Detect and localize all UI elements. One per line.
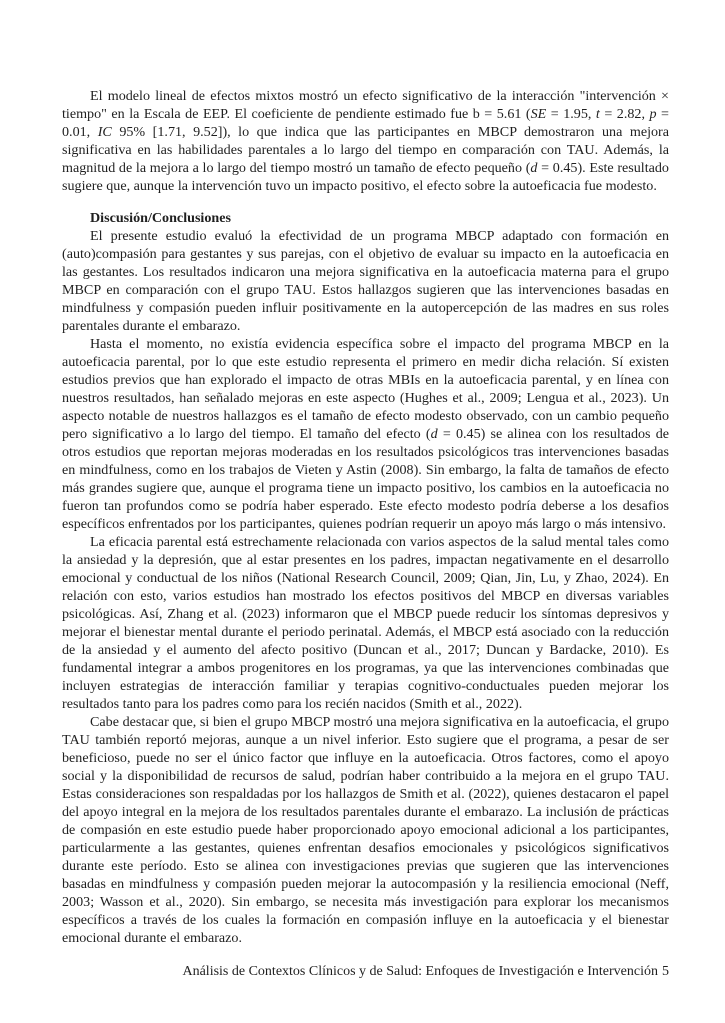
text-run: Hasta el momento, no existía evidencia específica sobre el impacto del programa MBCP en la autoeficacia parental, por lo que este estudio representa el primero en medir dicha relación. Sí existen estudios previos que han explorado el impacto de otras MBIs en la autoeficacia parental, y en línea con nuestros resultados, han señalado mejoras en este aspecto (Hughes et al., 2009; Lengua et al., 2023). Un aspecto notable de nuestros hallazgos es el tamaño de efecto modesto observado, con un cambio pequeño pero significativo a lo largo del tiempo. El tamaño del efecto ( [62,336,669,442]
italic-text-run: p [649,106,657,122]
italic-text-run: d [530,160,538,176]
italic-text-run: IC [97,124,112,140]
footer-running-title: Análisis de Contextos Clínicos y de Salud: Enfoques de Investigación e Intervención [182,964,658,979]
paragraph-parental-efficacy [62,533,669,713]
paragraph-discussion-overview [62,227,669,335]
paragraph-effect-size [62,335,669,533]
text-run: = 0.01, [62,106,669,140]
page-footer [62,963,669,981]
text-run: 95% [1.71, 9.52]), lo que indica que las participantes en MBCP demostraron una mejora significativa en las habilidades parentales a lo largo del tiempo en comparación con TAU. Además, la magnitud de la mejora a lo largo del tiempo mostró un tamaño de efecto pequeño ( [62,124,669,176]
section-heading-discussion-conclusions: Discusión/Conclusiones [90,210,231,226]
text-run: El presente estudio evaluó la efectividad de un programa MBCP adaptado con formación en (auto)compasión para gestantes y sus parejas, con el objetivo de evaluar su impacto en la autoeficacia en las gestantes. Los resultados indicaron una mejora significativa en la autoeficacia materna para el grupo MBCP en comparación con el grupo TAU. Estos hallazgos sugieren que las intervenciones basadas en mindfulness y compasión pueden influir positivamente en la autopercepción de las madres en sus roles parentales durante el embarazo. [62,228,669,334]
text-run: La eficacia parental está estrechamente relacionada con varios aspectos de la salud mental tales como la ansiedad y la depresión, que al estar presentes en los padres, impactan negativamente en el desarrollo emocional y conductual de los niños (National Research Council, 2009; Qian, Jin, Lu, y Zhao, 2024). En relación con esto, varios estudios han mostrado los efectos positivos del MBCP en diversas variables psicológicas. Así, Zhang et al. (2023) informaron que el MBCP puede reducir los síntomas depresivos y mejorar el bienestar mental durante el periodo perinatal. Además, el MBCP está asociado con la reducción de la ansiedad y el aumento del afecto positivo (Duncan et al., 2017; Duncan y Bardacke, 2010). Es fundamental integrar a ambos progenitores en los programas, ya que las intervenciones combinadas que incluyen estrategias de interacción familiar y terapias cognitivo-conductuales pueden mejorar los resultados tanto para los padres como para los recién nacidos (Smith et al., 2022). [62,534,669,712]
page-content [62,87,669,947]
text-run: Cabe destacar que, si bien el grupo MBCP mostró una mejora significativa en la autoeficacia, el grupo TAU también reportó mejoras, aunque a un nivel inferior. Esto sugiere que el programa, a pesar de ser beneficioso, puede no ser el único factor que influye en la autoeficacia. Otros factores, como el apoyo social y la disponibilidad de recursos de salud, podrían haber contribuido a la mejora en el grupo TAU. Estas consideraciones son respaldadas por los hallazgos de Smith et al. (2022), quienes destacaron el papel del apoyo integral en la mejora de los resultados parentales durante el embarazo. La inclusión de prácticas de compasión en este estudio puede haber proporcionado apoyo emocional adicional a los participantes, particularmente a las gestantes, quienes enfrentan desafios emocionales y psicológicos significativos durante este período. Esto se alinea con investigaciones previas que sugieren que las intervenciones basadas en mindfulness y compasión pueden mejorar la autocompasión y la resiliencia emocional (Neff, 2003; Wasson et al., 2020). Sin embargo, se necesita más investigación para explorar los mecanismos específicos a través de los cuales la formación en compasión influye en la autoeficacia y el bienestar emocional durante el embarazo. [62,714,669,946]
text-run: = 2.82, [599,106,650,122]
italic-text-run: d [430,426,438,442]
footer-page-number: 5 [662,964,669,979]
paragraph-tau-comparison [62,713,669,947]
text-run: = 0.45) se alinea con los resultados de otros estudios que reportan mejoras moderadas en los resultados psicológicos tras intervenciones basadas en mindfulness, como en los trabajos de Vieten y Astin (2008). Sin embargo, la falta de tamaños de efecto más grandes sugiere que, aunque el programa tiene un impacto positivo, los cambios en la autoeficacia no fueron tan profundos como se podría haber esperado. Este efecto modesto podría deberse a los desafios específicos enfrentados por los participantes, quienes podrían requerir un apoyo más largo o más intensivo. [62,426,670,532]
text-run: El modelo lineal de efectos mixtos mostró un efecto significativo de la interacción "intervención × tiempo" en la Escala de EEP. El coeficiente de pendiente estimado fue b = 5.61 ( [62,88,669,122]
text-run: = 0.45). Este resultado sugiere que, aunque la intervención tuvo un impacto positivo, el efecto sobre la autoeficacia fue modesto. [62,160,669,194]
paragraph-results-model [62,87,669,195]
italic-text-run: SE [530,106,547,122]
italic-text-run: t [595,106,600,122]
text-run: = 1.95, [546,106,596,122]
